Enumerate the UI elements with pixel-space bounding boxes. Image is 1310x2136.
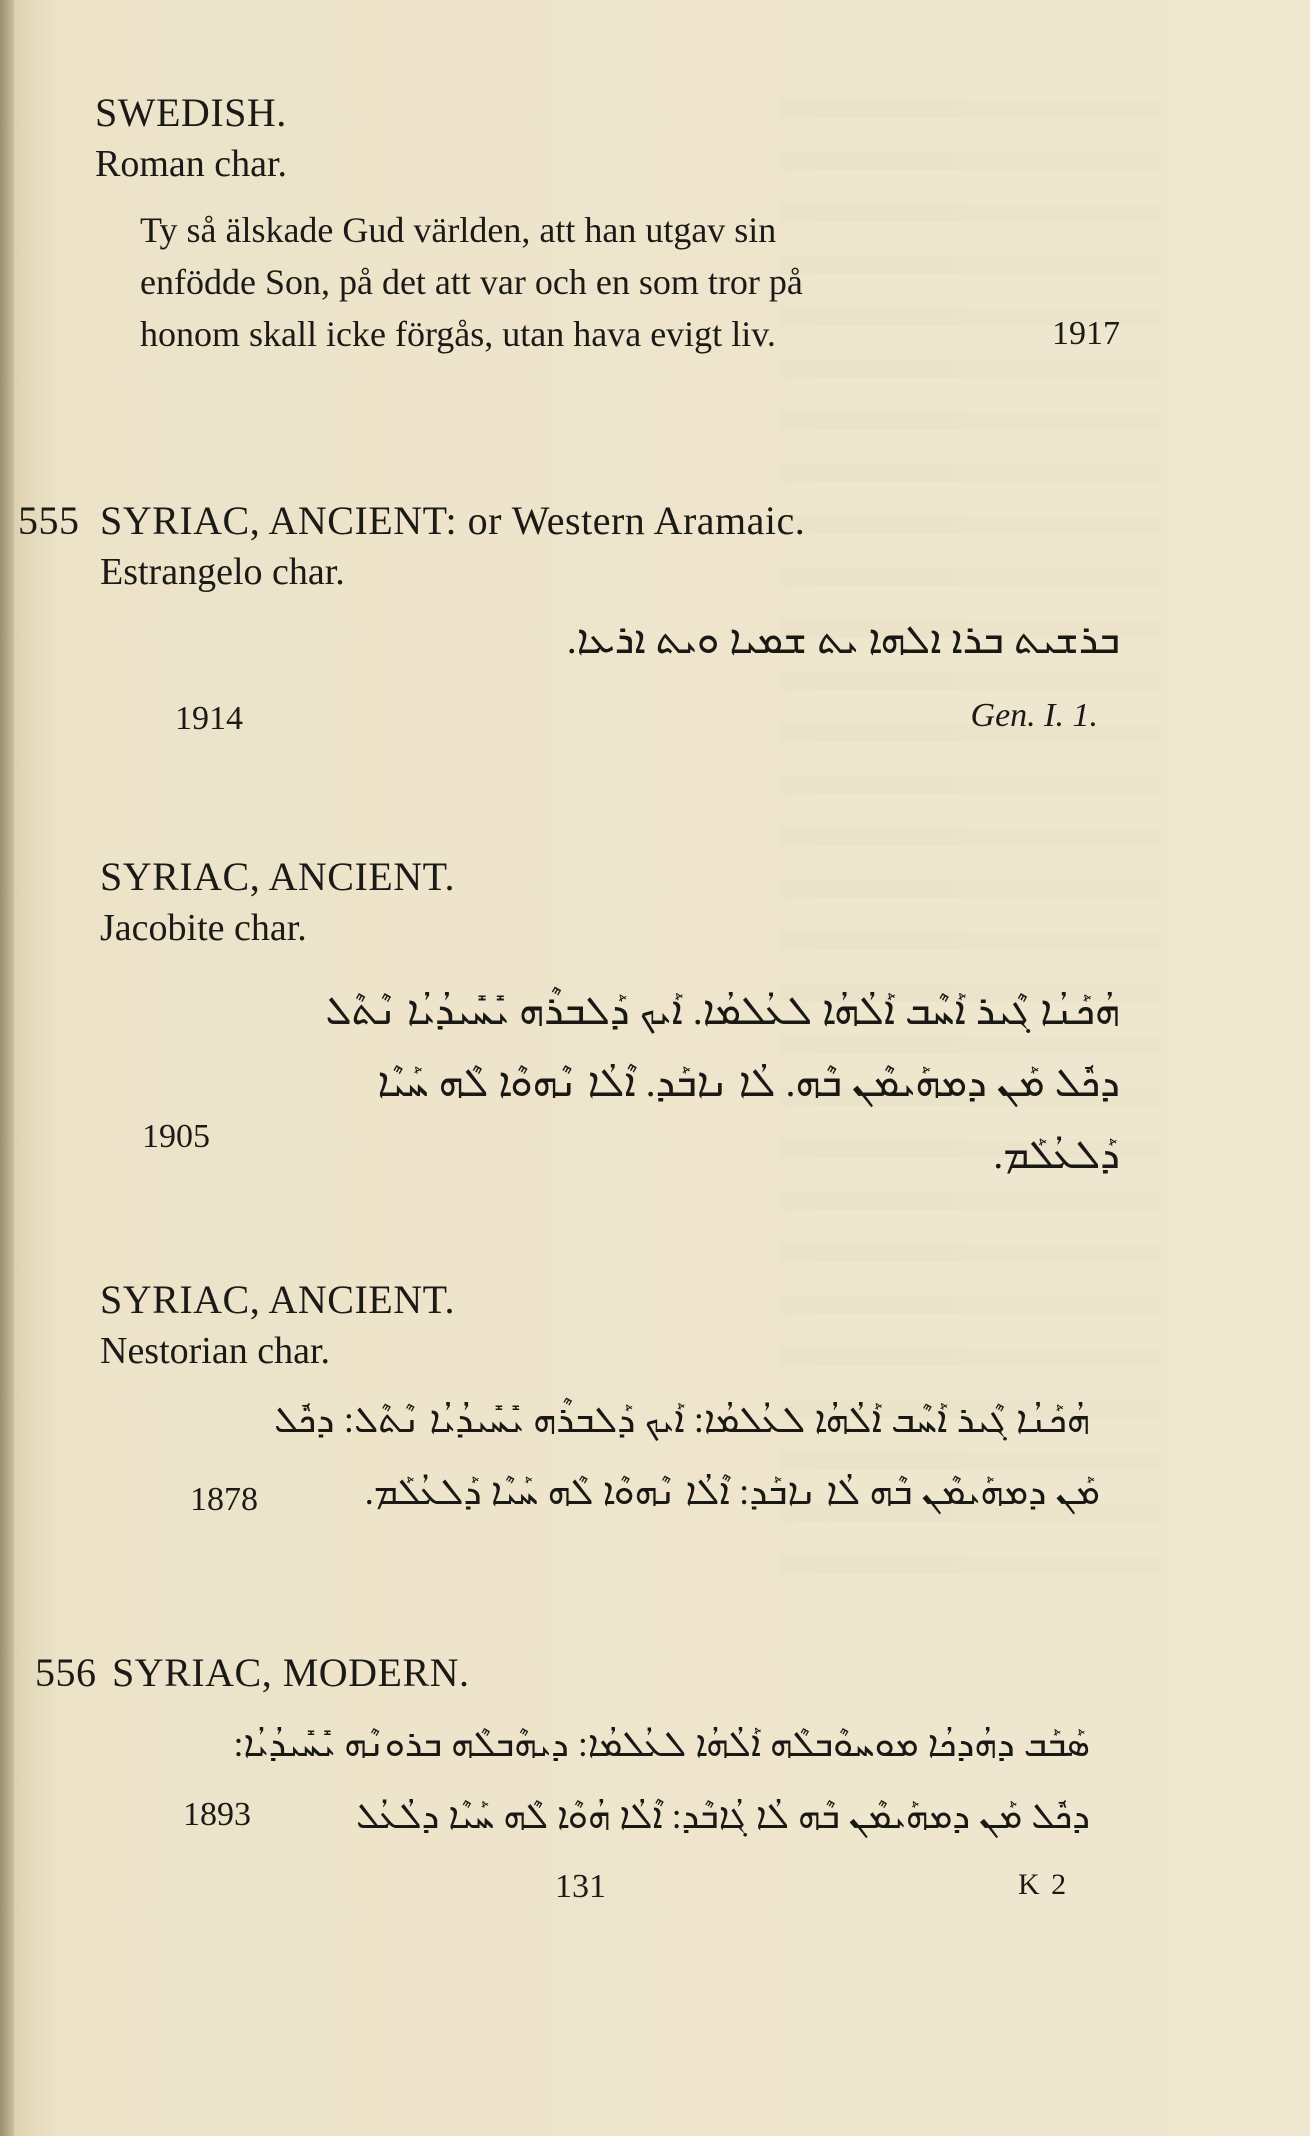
verse-line: enfödde Son, på det att var och en som tror på — [140, 262, 803, 302]
section-title: SYRIAC, MODERN. — [112, 1650, 470, 1695]
section-syriac-modern — [112, 1648, 470, 1698]
verse-line: ܡܰܢ ܕܡܗܰܝܡܶܢ ܒܶܗ ܠܳܐ ܢܐܒܰܕ: ܐܶܠܳܐ ܢܶܗܘܶܐ ܠܶܗ ܚܰܝܶܐ ܕܰܠܥܳܠܰܡ. — [364, 1472, 1100, 1513]
section-syriac-jacobite — [100, 852, 455, 952]
year: 1914 — [175, 700, 243, 737]
script-name: Jacobite char. — [100, 907, 307, 949]
script-name: Roman char. — [95, 143, 288, 185]
syriac-nestorian-text — [180, 1385, 1100, 1529]
signature-mark: K 2 — [1018, 1868, 1069, 1901]
section-title: SYRIAC, ANCIENT. — [100, 854, 456, 899]
verse-line: ܣܰܒܰܒ ܕܗܳܕܟܳܐ ܡܘܚܘܶܒܠܶܗ ܐܰܠܳܗܳܐ ܠܥܳܠܡܳܐ: ܕܝܗܶܒܠܶܗ ܒܪܘܢܶܗ ܝܺܚܺܝܕܳܝܳܐ: — [233, 1724, 1090, 1764]
section-title: SYRIAC, ANCIENT. — [100, 1277, 456, 1322]
syriac-jacobite-text — [140, 975, 1120, 1191]
reference: Gen. I. 1. — [970, 697, 1098, 734]
syriac-estrangelo-text: ܒܪܫܝܬ ܒܪܐ ܐܠܗܐ ܝܬ ܫܡܝܐ ܘܝܬ ܐܪܥܐ. — [566, 617, 1120, 662]
verse-line: ܕܟܽܠ ܡܰܢ ܕܡܗܰܝܡܶܢ ܒܶܗ. ܠܳܐ ܢܐܒܰܕ. ܐܶܠܳܐ ܢܶܗܘܶܐ ܠܶܗ ܚܰܝܶܐ — [377, 1060, 1120, 1105]
section-number: 555 — [18, 498, 80, 543]
year: 1893 — [183, 1796, 251, 1833]
section-number: 556 — [35, 1650, 97, 1695]
verse-line — [140, 308, 1120, 360]
section-title: SYRIAC, ANCIENT: or Western Aramaic. — [100, 498, 806, 543]
section-title: SWEDISH. — [95, 90, 287, 135]
verse-line-text: honom skall icke förgås, utan hava evigt liv. — [140, 314, 776, 354]
verse-line: Ty så älskade Gud världen, att han utgav sin — [140, 210, 777, 250]
script-name: Estrangelo char. — [100, 551, 345, 593]
year: 1878 — [190, 1481, 258, 1518]
swedish-verse — [140, 204, 1120, 360]
year: 1905 — [142, 1118, 210, 1155]
page-number: 131 — [555, 1868, 606, 1905]
year: 1917 — [1052, 315, 1120, 352]
syriac-modern-text — [233, 1708, 1090, 1852]
section-syriac-nestorian — [100, 1275, 455, 1375]
section-syriac-estrangelo — [100, 496, 805, 596]
verse-line: ܗܳܟܰܢܳܐ ܓܶܝܪ ܐܰܚܶܒ ܐܰܠܳܗܳܐ ܠܥܳܠܡܳܐ. ܐܰܝܟ ܕܰܠܒܪܶܗ ܝܺܚܺܝܕܳܝܳܐ ܢܶܬܶܠ — [325, 988, 1120, 1033]
section-swedish — [95, 88, 287, 188]
page-gutter-shadow — [0, 0, 14, 2136]
verse-line: ܗܳܟܰܢܳܐ ܓܶܝܪ ܐܰܚܶܒ ܐܰܠܳܗܳܐ ܠܥܳܠܡܳܐ: ܐܰܝܟ ܕܰܠܒܪܶܗ ܝܺܚܺܝܕܳܝܳܐ ܢܶܬܶܠ: ܕܟܽܠ — [274, 1400, 1090, 1441]
script-name: Nestorian char. — [100, 1330, 331, 1372]
verse-line: ܕܰܠܥܳܠܰܡ. — [993, 1132, 1120, 1177]
verse-line: ܕܟܽܠ ܡܰܢ ܕܡܗܰܝܡܶܢ ܒܶܗ ܠܳܐ ܓܳܐܒܶܕ: ܐܶܠܳܐ ܗܳܘܶܐ ܠܶܗ ܚܰܝܶܐ ܕܠܳܥܳܠ — [356, 1796, 1090, 1836]
